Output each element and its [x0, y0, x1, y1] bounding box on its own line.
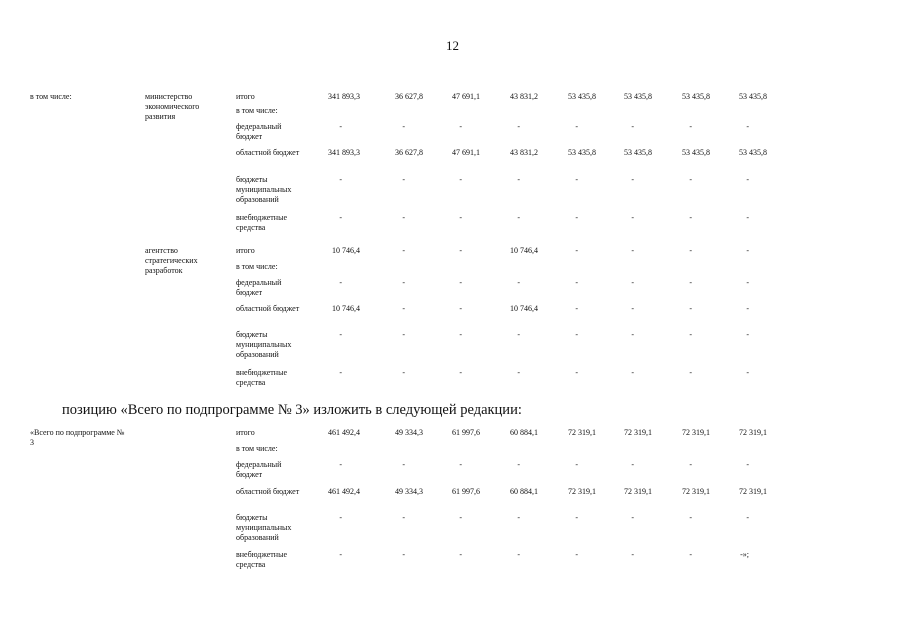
value-cell: 49 334,3 [395, 428, 423, 437]
funding-source-label: федеральный бюджет [236, 460, 282, 479]
value-cell: 53 435,8 [624, 148, 652, 157]
value-cell: - [517, 213, 520, 222]
row-group-label: в том числе: [30, 92, 72, 101]
value-cell: - [459, 513, 462, 522]
value-cell: 53 435,8 [682, 148, 710, 157]
value-cell: - [631, 550, 634, 559]
row-group-label: «Всего по подпрограмме № 3 [30, 428, 125, 447]
value-cell: - [339, 513, 342, 522]
responsible-org: министерство экономического развития [145, 92, 200, 121]
value-cell: - [339, 278, 342, 287]
value-cell: - [402, 304, 405, 313]
value-cell: 60 884,1 [510, 487, 538, 496]
value-cell: - [746, 246, 749, 255]
value-cell: - [575, 513, 578, 522]
value-cell: - [459, 330, 462, 339]
value-cell: 53 435,8 [682, 92, 710, 101]
funding-source-label: областной бюджет [236, 148, 300, 157]
value-cell: - [459, 213, 462, 222]
value-cell: - [689, 330, 692, 339]
value-cell: 10 746,4 [332, 304, 360, 313]
value-cell: - [517, 513, 520, 522]
value-cell: - [689, 513, 692, 522]
value-cell: 341 893,3 [328, 92, 360, 101]
value-cell: - [402, 550, 405, 559]
value-cell: - [746, 122, 749, 131]
value-cell: 61 997,6 [452, 428, 480, 437]
value-cell: - [575, 175, 578, 184]
value-cell: - [402, 460, 405, 469]
value-cell: 10 746,4 [510, 304, 538, 313]
value-cell: - [631, 278, 634, 287]
value-cell: - [746, 213, 749, 222]
value-cell: 72 319,1 [739, 428, 767, 437]
value-cell: - [689, 550, 692, 559]
value-cell: - [631, 460, 634, 469]
value-cell: - [575, 330, 578, 339]
value-cell: 72 319,1 [682, 487, 710, 496]
value-cell: - [689, 213, 692, 222]
value-cell: 36 627,8 [395, 148, 423, 157]
value-cell: - [746, 330, 749, 339]
value-cell: 53 435,8 [739, 92, 767, 101]
funding-source-label: итого [236, 428, 255, 437]
value-cell: 53 435,8 [568, 148, 596, 157]
value-cell: 72 319,1 [682, 428, 710, 437]
value-cell: - [459, 460, 462, 469]
value-cell: 72 319,1 [568, 428, 596, 437]
value-cell: 36 627,8 [395, 92, 423, 101]
value-cell: 461 492,4 [328, 428, 360, 437]
value-cell: 43 831,2 [510, 92, 538, 101]
value-cell: - [459, 550, 462, 559]
value-cell: 47 691,1 [452, 148, 480, 157]
value-cell: - [689, 460, 692, 469]
value-cell: - [689, 304, 692, 313]
value-cell: - [575, 304, 578, 313]
value-cell: - [631, 122, 634, 131]
value-cell: - [631, 213, 634, 222]
value-cell: - [575, 278, 578, 287]
value-cell: 43 831,2 [510, 148, 538, 157]
value-cell: - [402, 175, 405, 184]
value-cell: - [339, 368, 342, 377]
value-cell: - [689, 122, 692, 131]
value-cell: 72 319,1 [568, 487, 596, 496]
value-cell: - [402, 246, 405, 255]
value-cell: - [402, 278, 405, 287]
value-cell: 10 746,4 [510, 246, 538, 255]
value-cell: - [746, 278, 749, 287]
value-cell: - [517, 550, 520, 559]
funding-source-label: в том числе: [236, 262, 278, 271]
value-cell: - [575, 550, 578, 559]
value-cell: 341 893,3 [328, 148, 360, 157]
funding-source-label: бюджеты муниципальных образований [236, 513, 292, 542]
value-cell: - [631, 304, 634, 313]
value-cell: - [631, 246, 634, 255]
value-cell: - [631, 513, 634, 522]
value-cell: - [517, 460, 520, 469]
amendment-heading: позицию «Всего по подпрограмме № 3» изложить в следующей редакции: [62, 402, 522, 418]
value-cell: - [339, 460, 342, 469]
value-cell: - [517, 175, 520, 184]
funding-source-label: внебюджетные средства [236, 368, 287, 387]
funding-source-label: областной бюджет [236, 487, 300, 496]
responsible-org: агентство стратегических разработок [145, 246, 198, 275]
value-cell: 60 884,1 [510, 428, 538, 437]
value-cell: - [575, 122, 578, 131]
page-number: 12 [446, 38, 459, 53]
value-cell: - [575, 460, 578, 469]
value-cell: 10 746,4 [332, 246, 360, 255]
value-cell: - [517, 278, 520, 287]
value-cell: 461 492,4 [328, 487, 360, 496]
value-cell: - [459, 304, 462, 313]
value-cell: - [575, 246, 578, 255]
value-cell: - [459, 246, 462, 255]
value-cell: - [689, 278, 692, 287]
funding-source-label: в том числе: [236, 106, 278, 115]
value-cell: - [459, 368, 462, 377]
value-cell: - [339, 213, 342, 222]
value-cell: - [339, 550, 342, 559]
value-cell: - [339, 330, 342, 339]
value-cell: 61 997,6 [452, 487, 480, 496]
value-cell: - [517, 122, 520, 131]
value-cell: - [459, 122, 462, 131]
value-cell: - [339, 175, 342, 184]
value-cell: - [746, 304, 749, 313]
value-cell: - [746, 368, 749, 377]
funding-source-label: бюджеты муниципальных образований [236, 330, 292, 359]
value-cell: - [575, 213, 578, 222]
value-cell: -»; [740, 550, 749, 559]
value-cell: 53 435,8 [568, 92, 596, 101]
value-cell: 49 334,3 [395, 487, 423, 496]
funding-source-label: бюджеты муниципальных образований [236, 175, 292, 204]
funding-source-label: внебюджетные средства [236, 550, 287, 569]
value-cell: - [402, 330, 405, 339]
value-cell: - [631, 330, 634, 339]
value-cell: - [402, 122, 405, 131]
value-cell: - [459, 278, 462, 287]
funding-source-label: федеральный бюджет [236, 122, 282, 141]
value-cell: 72 319,1 [739, 487, 767, 496]
value-cell: - [689, 246, 692, 255]
value-cell: - [746, 460, 749, 469]
value-cell: - [402, 368, 405, 377]
funding-source-label: внебюджетные средства [236, 213, 287, 232]
value-cell: - [339, 122, 342, 131]
value-cell: 72 319,1 [624, 487, 652, 496]
value-cell: - [517, 330, 520, 339]
value-cell: - [517, 368, 520, 377]
funding-source-label: в том числе: [236, 444, 278, 453]
funding-source-label: итого [236, 246, 255, 255]
funding-source-label: областной бюджет [236, 304, 300, 313]
value-cell: - [689, 175, 692, 184]
value-cell: - [631, 368, 634, 377]
funding-source-label: итого [236, 92, 255, 101]
value-cell: - [631, 175, 634, 184]
value-cell: 72 319,1 [624, 428, 652, 437]
funding-source-label: федеральный бюджет [236, 278, 282, 297]
value-cell: - [575, 368, 578, 377]
value-cell: - [459, 175, 462, 184]
value-cell: 53 435,8 [739, 148, 767, 157]
value-cell: 53 435,8 [624, 92, 652, 101]
value-cell: - [746, 175, 749, 184]
value-cell: - [746, 513, 749, 522]
value-cell: - [689, 368, 692, 377]
value-cell: - [402, 213, 405, 222]
value-cell: - [402, 513, 405, 522]
value-cell: 47 691,1 [452, 92, 480, 101]
